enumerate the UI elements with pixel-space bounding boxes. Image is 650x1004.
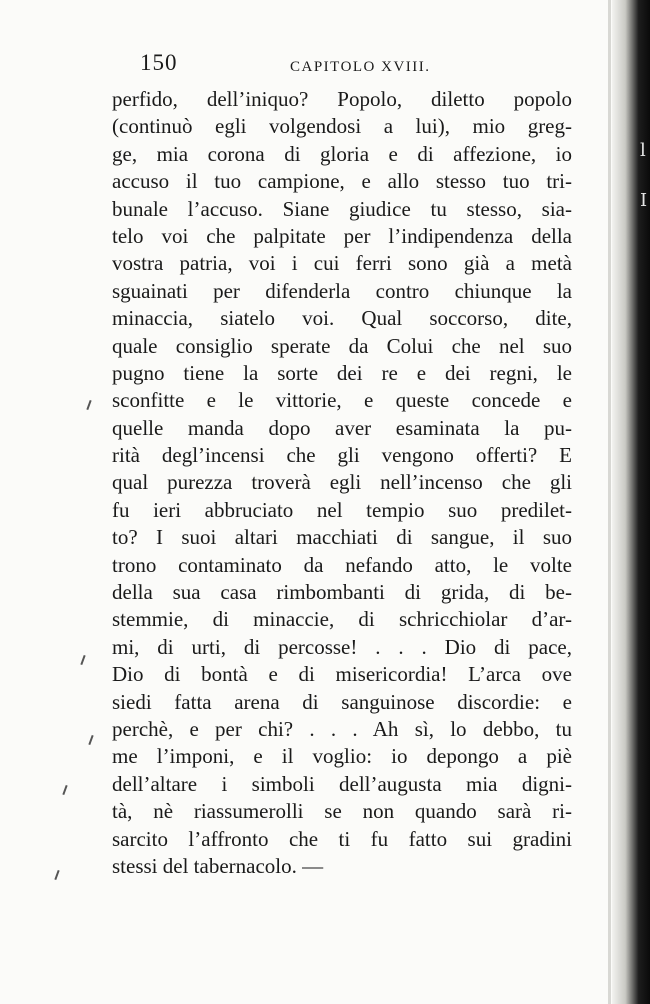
margin-speck bbox=[80, 655, 85, 665]
page-number: 150 bbox=[140, 50, 178, 75]
text-line: quelle manda dopo aver esaminata la pu- bbox=[112, 415, 572, 440]
body-text bbox=[112, 86, 572, 880]
text-line: sconfitte e le vittorie, e queste concede e bbox=[112, 388, 572, 413]
text-line: to? I suoi altari macchiati di sangue, il suo bbox=[112, 525, 572, 550]
margin-speck bbox=[86, 400, 91, 410]
text-line: stessi del tabernacolo. — bbox=[112, 853, 324, 878]
text-line: me l’imponi, e il voglio: io depongo a piè bbox=[112, 744, 572, 769]
text-line: dell’altare i simboli dell’augusta mia digni- bbox=[112, 771, 572, 796]
text-line: telo voi che palpitate per l’indipendenza della bbox=[112, 223, 572, 248]
chapter-title: CAPITOLO XVIII. bbox=[290, 59, 431, 75]
text-line: vostra patria, voi i cui ferri sono già a metà bbox=[112, 251, 572, 276]
text-line: perfido, dell’iniquo? Popolo, diletto popolo bbox=[112, 87, 572, 111]
margin-speck bbox=[88, 735, 93, 745]
text-line: perchè, e per chi? . . . Ah sì, lo debbo, tu bbox=[112, 716, 572, 741]
text-line: accuso il tuo campione, e allo stesso tuo tri- bbox=[112, 169, 572, 194]
text-line: (continuò egli volgendosi a lui), mio greg- bbox=[112, 114, 572, 139]
text-line: stemmie, di minaccie, di schricchiolar d’ar- bbox=[112, 607, 572, 632]
next-page-glyph: l bbox=[640, 140, 646, 161]
text-line: quale consiglio sperate da Colui che nel suo bbox=[112, 333, 572, 358]
next-page-glyph: I bbox=[640, 190, 648, 211]
text-line: tà, nè riassumerolli se non quando sarà ri- bbox=[112, 799, 572, 824]
text-line: fu ieri abbruciato nel tempio suo predilet- bbox=[112, 497, 572, 522]
page-gutter-edge bbox=[608, 0, 611, 1004]
text-line: pugno tiene la sorte dei re e dei regni, le bbox=[112, 360, 572, 385]
text-line: mi, di urti, di percosse! . . . Dio di pace, bbox=[112, 634, 572, 659]
text-line: qual purezza troverà egli nell’incenso che gli bbox=[112, 470, 572, 495]
text-line: rità degl’incensi che gli vengono offerti? E bbox=[112, 443, 572, 468]
text-line: ge, mia corona di gloria e di affezione, io bbox=[112, 141, 572, 166]
margin-speck bbox=[54, 870, 59, 880]
text-line: sarcito l’affronto che ti fu fatto sui gradini bbox=[112, 826, 572, 851]
text-line: siedi fatta arena di sanguinose discordie: e bbox=[112, 689, 572, 714]
text-line: della sua casa rimbombanti di grida, di be- bbox=[112, 580, 572, 605]
text-line: sguainati per difenderla contro chiunque la bbox=[112, 278, 572, 303]
text-line: bunale l’accuso. Siane giudice tu stesso, sia- bbox=[112, 196, 572, 221]
text-line: trono contaminato da nefando atto, le volte bbox=[112, 552, 572, 577]
text-line: Dio di bontà e di misericordia! L’arca ove bbox=[112, 662, 572, 687]
running-head bbox=[0, 50, 650, 80]
margin-speck bbox=[62, 785, 67, 795]
text-line: minaccia, siatelo voi. Qual soccorso, dite, bbox=[112, 306, 572, 331]
